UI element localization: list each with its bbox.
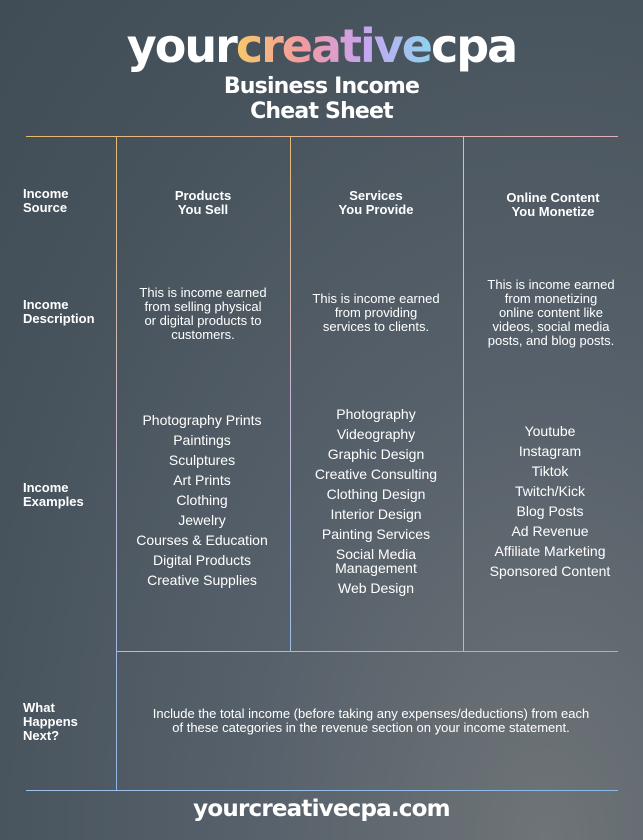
example-item: Interior Design xyxy=(330,506,422,522)
example-item: Tiktok xyxy=(531,463,569,479)
example-item: Graphic Design xyxy=(327,446,425,462)
example-item: Courses & Education xyxy=(136,532,268,548)
next-steps-line: Include the total income (before taking any expenses/deductions) from each xyxy=(152,706,590,721)
title-line-1: Business Income xyxy=(223,74,420,99)
example-item: Creative Supplies xyxy=(147,572,257,588)
brand-creative: creative xyxy=(235,19,431,73)
description-line: videos, social media xyxy=(492,319,610,334)
row-label-source: Income Source xyxy=(23,186,69,215)
example-item: Clothing xyxy=(176,492,228,508)
description-line: from monetizing xyxy=(504,291,598,306)
example-item: Instagram xyxy=(518,443,582,459)
row-label-examples: Income Examples xyxy=(23,480,84,509)
example-item: Jewelry xyxy=(178,512,226,528)
example-item: Ad Revenue xyxy=(511,523,589,539)
description-line: This is income earned xyxy=(487,277,615,292)
example-item: Web Design xyxy=(337,580,414,596)
description-line: services to clients. xyxy=(322,319,430,334)
examples-online-content xyxy=(464,421,636,581)
divider-middle xyxy=(116,651,618,652)
description-line: posts, and blog posts. xyxy=(487,333,615,348)
row-label-next: What Happens Next? xyxy=(23,700,78,743)
description-line: online content like xyxy=(498,305,604,320)
example-item: Creative Consulting xyxy=(314,466,438,482)
title-line-2: Cheat Sheet xyxy=(250,99,393,124)
next-steps-line: of these categories in the revenue section on your income statement. xyxy=(172,720,570,735)
example-item: Digital Products xyxy=(152,552,252,568)
description-line: or digital products to xyxy=(144,313,262,328)
description-line: customers. xyxy=(171,327,235,342)
brand-logo xyxy=(0,18,643,74)
example-item: Photography Prints xyxy=(142,412,262,428)
description-line: This is income earned xyxy=(139,285,267,300)
example-item: Sponsored Content xyxy=(489,563,611,579)
example-item: Painting Services xyxy=(321,526,431,542)
divider-top xyxy=(26,136,618,137)
example-item: Blog Posts xyxy=(516,503,584,519)
description-line: from providing xyxy=(334,305,418,320)
examples-services xyxy=(290,404,462,598)
brand-cpa: cpa xyxy=(430,19,517,73)
example-item: Youtube xyxy=(524,423,576,439)
example-item: Twitch/Kick xyxy=(514,483,585,499)
next-steps-text xyxy=(118,707,624,735)
description-online-content xyxy=(465,278,637,348)
header xyxy=(0,18,643,124)
example-item: Art Prints xyxy=(173,472,231,488)
example-item: Affiliate Marketing xyxy=(494,543,606,559)
description-line: from selling physical xyxy=(144,299,262,314)
example-item: Photography xyxy=(336,406,416,422)
column-heading-services: Services You Provide xyxy=(338,188,414,217)
example-item: Sculptures xyxy=(168,452,236,468)
page-title xyxy=(0,74,643,124)
example-item: Videography xyxy=(336,426,416,442)
example-item: Social Media Management xyxy=(335,546,417,576)
description-line: This is income earned xyxy=(312,291,440,306)
description-services xyxy=(290,292,462,334)
row-label-description: Income Description xyxy=(23,297,95,326)
column-heading-online-content: Online Content You Monetize xyxy=(506,190,600,219)
example-item: Clothing Design xyxy=(326,486,426,502)
divider-bottom xyxy=(26,790,618,791)
description-products xyxy=(117,286,289,342)
column-heading-products: Products You Sell xyxy=(174,188,232,217)
example-item: Paintings xyxy=(173,432,231,448)
footer-url: yourcreativecpa.com xyxy=(193,796,450,822)
examples-products xyxy=(116,410,288,590)
brand-your: your xyxy=(126,19,236,73)
